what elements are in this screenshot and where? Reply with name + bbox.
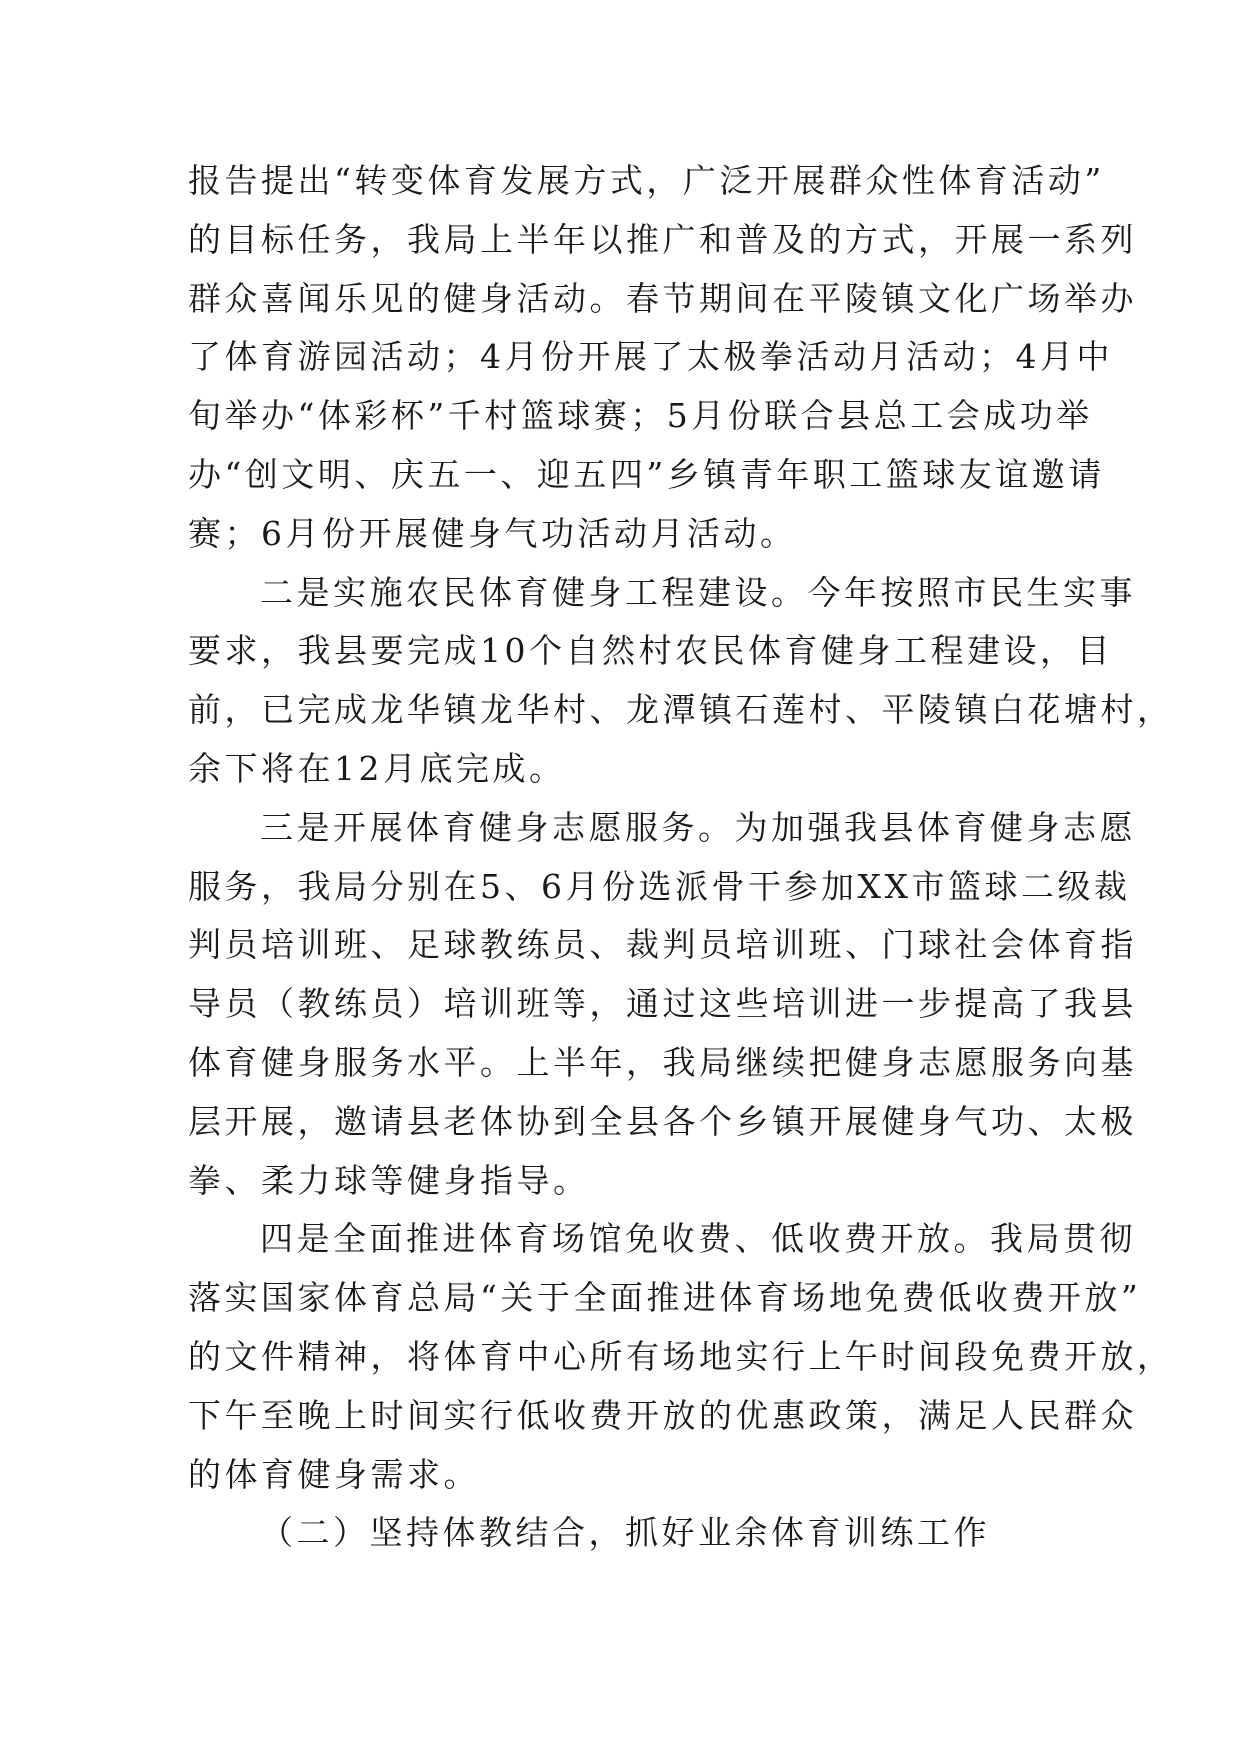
text-line: 要求，我县要完成10个自然村农民体育健身工程建设，目 bbox=[188, 631, 1113, 671]
text-line: 导员（教练员）培训班等，通过这些培训进一步提高了我县 bbox=[188, 984, 1137, 1024]
text-line: 赛；6月份开展健身气功活动月活动。 bbox=[188, 513, 797, 553]
text-line: 下午至晚上时间实行低收费开放的优惠政策，满足人民群众 bbox=[188, 1395, 1137, 1435]
text-line: 体育健身服务水平。上半年，我局继续把健身志愿服务向基 bbox=[188, 1042, 1137, 1082]
text-line: 了体育游园活动；4月份开展了太极拳活动月活动；4月中 bbox=[188, 337, 1113, 377]
text-line: 落实国家体育总局“关于全面推进体育场地免费低收费开放” bbox=[188, 1278, 1142, 1318]
text-line: 拳、柔力球等健身指导。 bbox=[188, 1160, 590, 1200]
text-line: 前，已完成龙华镇龙华村、龙潭镇石莲村、平陵镇白花塘村， bbox=[188, 690, 1174, 730]
text-line: 层开展，邀请县老体协到全县各个乡镇开展健身气功、太极 bbox=[188, 1101, 1137, 1141]
text-line: 旬举办“体彩杯”千村篮球赛；5月份联合县总工会成功举 bbox=[188, 396, 1093, 436]
paragraph-start-line: 二是实施农民体育健身工程建设。今年按照市民生实事 bbox=[260, 572, 1136, 612]
text-line: 服务，我局分别在5、6月份选派骨干参加XX市篮球二级裁 bbox=[188, 866, 1131, 906]
text-line: 的文件精神，将体育中心所有场地实行上午时间段免费开放， bbox=[188, 1336, 1174, 1376]
text-line: 群众喜闻乐见的健身活动。春节期间在平陵镇文化广场举办 bbox=[188, 278, 1137, 318]
paragraph-start-line: 四是全面推进体育场馆免收费、低收费开放。我局贯彻 bbox=[260, 1219, 1136, 1259]
text-line: 的目标任务，我局上半年以推广和普及的方式，开展一系列 bbox=[188, 219, 1137, 259]
text-line: 余下将在12月底完成。 bbox=[188, 748, 566, 788]
section-heading: （二）坚持体教结合，抓好业余体育训练工作 bbox=[260, 1513, 990, 1553]
document-body bbox=[188, 152, 1174, 1563]
text-line: 判员培训班、足球教练员、裁判员培训班、门球社会体育指 bbox=[188, 925, 1137, 965]
text-line: 报告提出“转变体育发展方式，广泛开展群众性体育活动” bbox=[188, 161, 1105, 200]
paragraph-start-line: 三是开展体育健身志愿服务。为加强我县体育健身志愿 bbox=[260, 807, 1136, 847]
text-line: 办“创文明、庆五一、迎五四”乡镇青年职工篮球友谊邀请 bbox=[188, 454, 1105, 494]
text-line: 的体育健身需求。 bbox=[188, 1454, 480, 1494]
